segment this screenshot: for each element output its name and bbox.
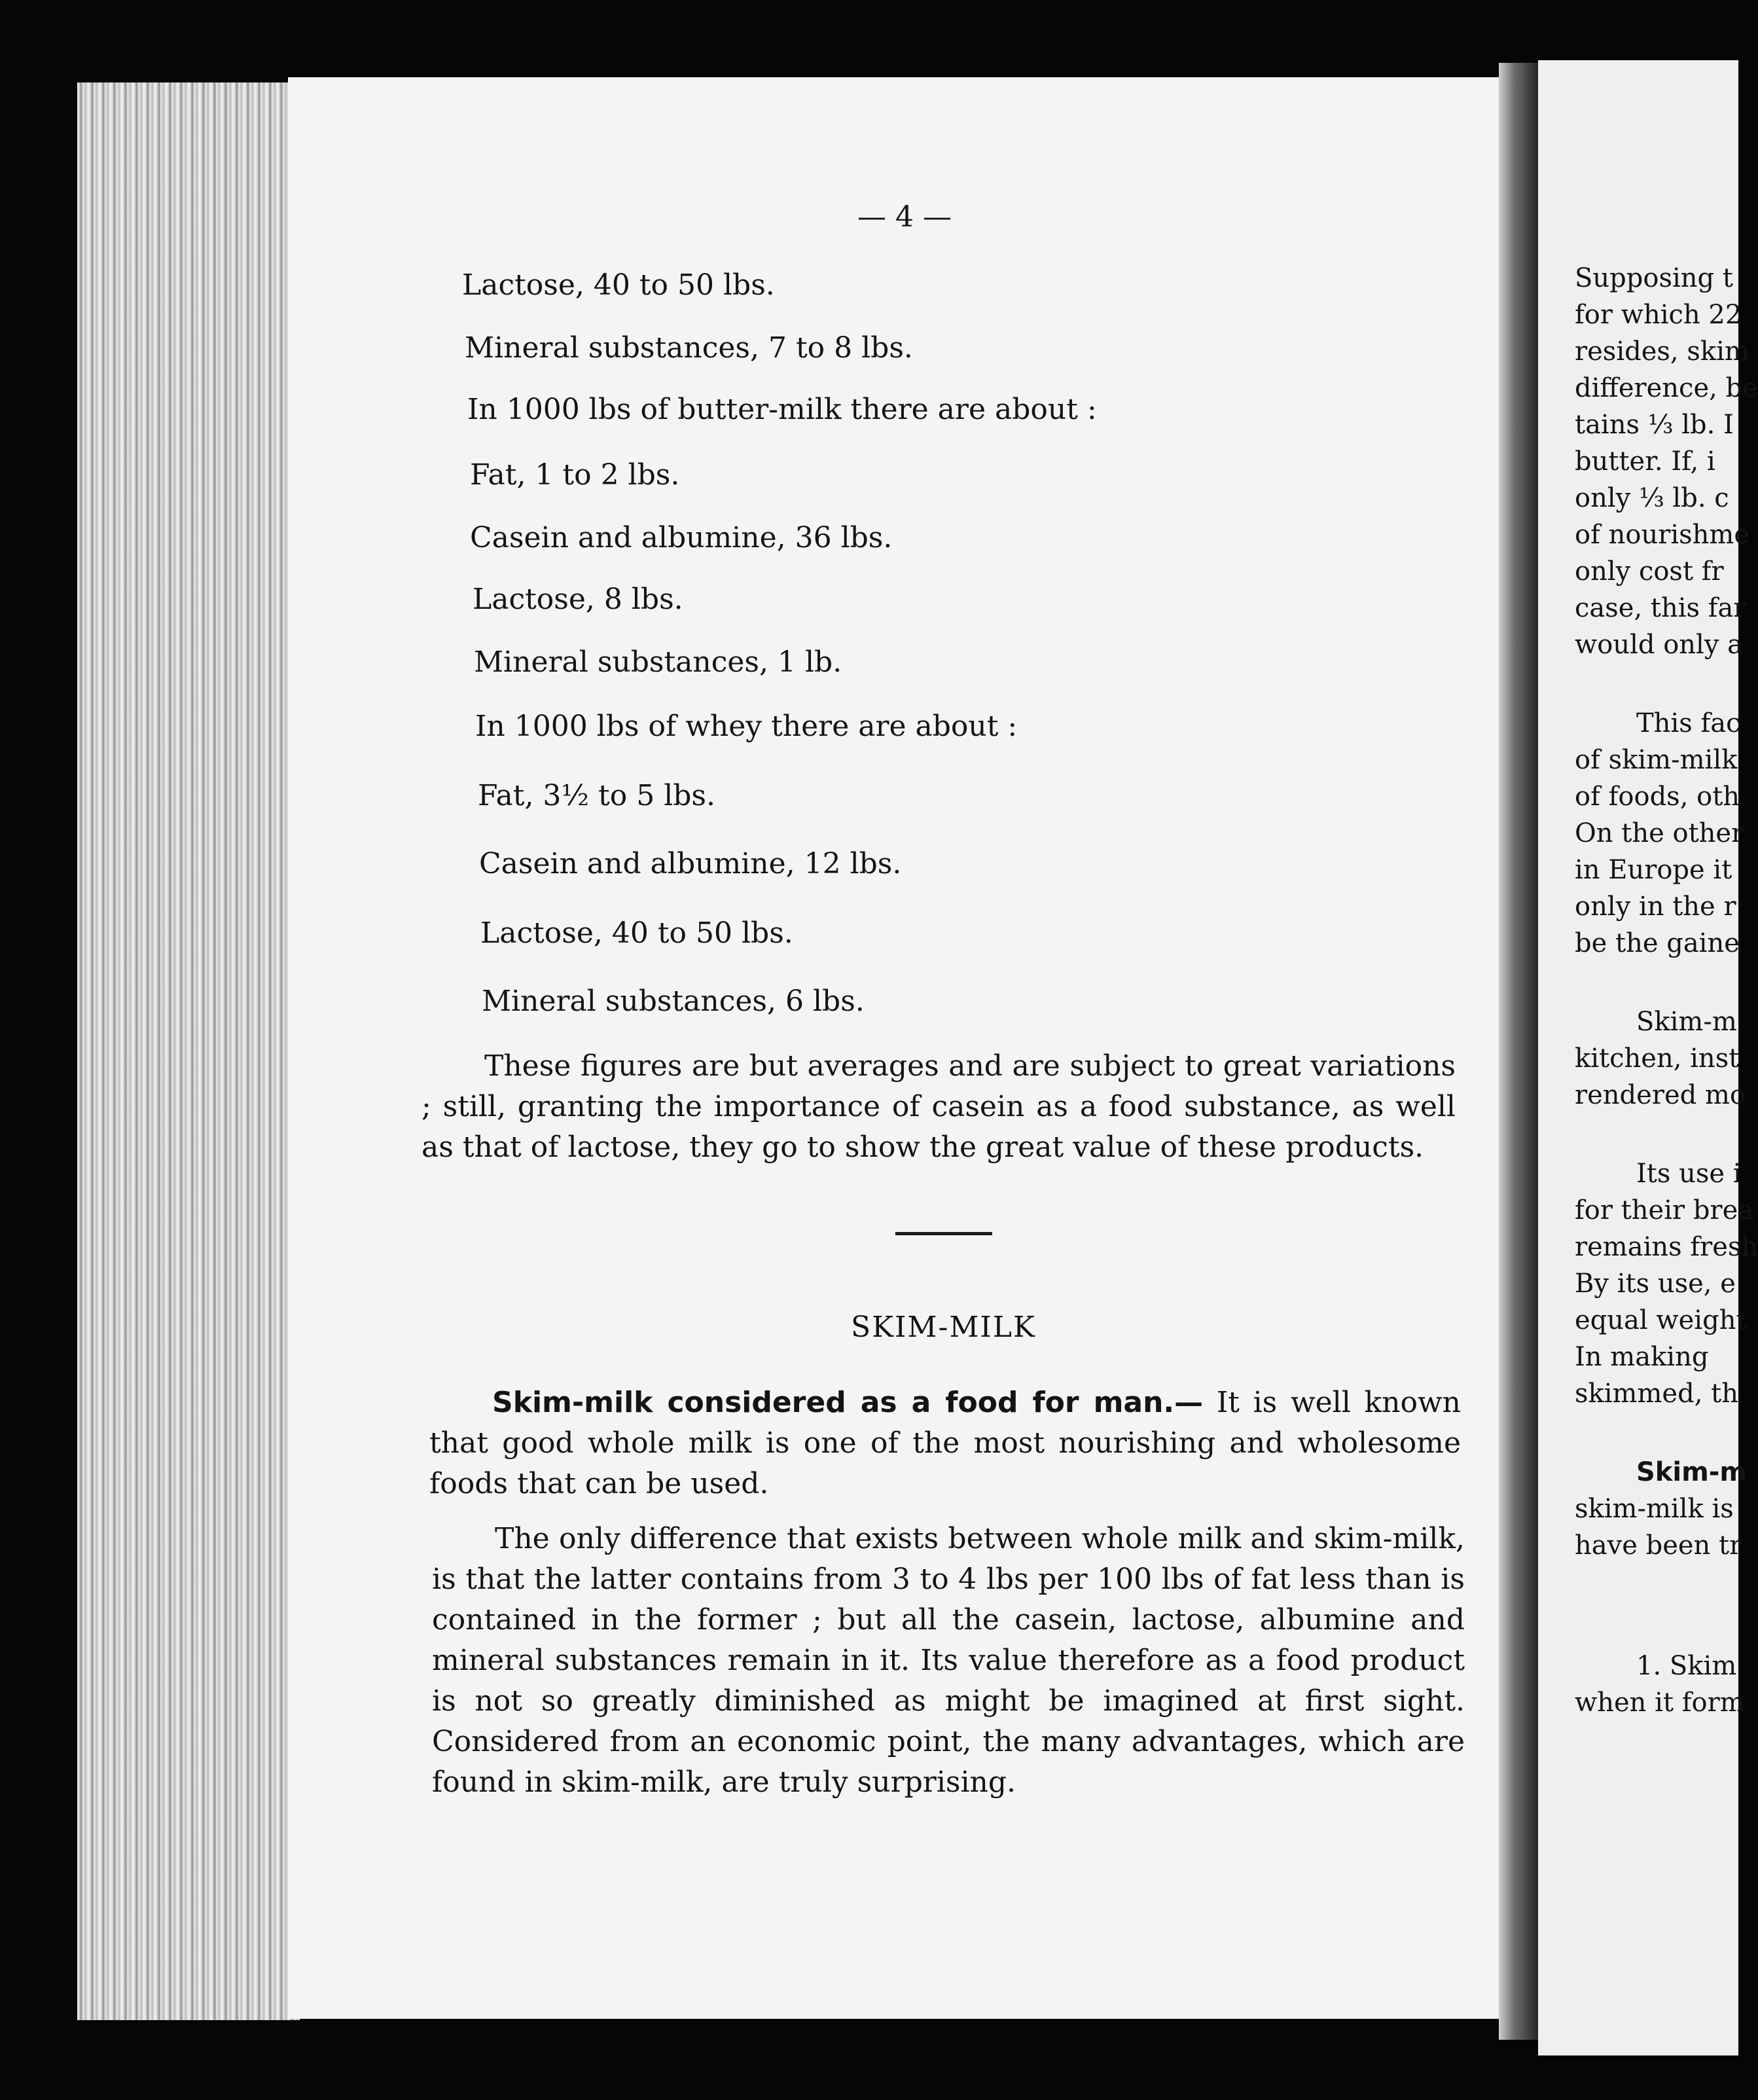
list-line: Lactose, 8 lbs. [473, 583, 683, 616]
right-page-line: resides, skim [1575, 336, 1749, 367]
list-line: Casein and albumine, 36 lbs. [470, 521, 893, 554]
right-page-line: butter. If, i [1575, 446, 1715, 477]
list-line: Lactose, 40 to 50 lbs. [462, 268, 775, 302]
book-gutter [1499, 63, 1542, 2040]
right-page-line: be the gaine [1575, 928, 1740, 958]
right-page-line: only in the r [1575, 892, 1736, 922]
right-page-line: kitchen, inst [1575, 1043, 1740, 1074]
right-page-line: Skim-m [1636, 1457, 1748, 1487]
right-page-line: only ⅓ lb. c [1575, 483, 1729, 513]
subsection-text: It is well known that good whole milk is one of the most nourishing and wholesome foods that can be used. [429, 1386, 1461, 1500]
right-page-line: skimmed, th [1575, 1379, 1738, 1409]
right-page-line: On the other [1575, 818, 1744, 848]
list-line: Casein and albumine, 12 lbs. [479, 847, 902, 880]
right-page-line: only cost fr [1575, 556, 1724, 587]
right-page-line: for which 22 [1575, 300, 1742, 330]
list-line: Mineral substances, 7 to 8 lbs. [465, 331, 913, 365]
page-stack-edges [77, 82, 300, 2020]
list-line: Fat, 3½ to 5 lbs. [478, 779, 715, 812]
right-page-line: when it form [1575, 1688, 1745, 1718]
page-number: — 4 — [857, 200, 952, 234]
right-page-line: for their brea [1575, 1195, 1754, 1225]
right-page-line: By its use, e [1575, 1269, 1736, 1299]
right-page-line: difference, be [1575, 373, 1758, 403]
section-heading: SKIM-MILK [851, 1311, 1036, 1344]
right-page [1538, 60, 1758, 2055]
right-page-line: This fac [1636, 708, 1741, 738]
right-page-line: case, this far [1575, 593, 1746, 623]
list-line: Mineral substances, 6 lbs. [482, 985, 865, 1018]
right-page-line: equal weight [1575, 1305, 1747, 1335]
list-line: Mineral substances, 1 lb. [474, 645, 842, 679]
right-page-line: Its use i [1636, 1159, 1742, 1189]
right-page-line: in Europe it [1575, 855, 1732, 885]
list-line: In 1000 lbs of whey there are about : [475, 710, 1018, 743]
right-page-line: Skim-m [1636, 1007, 1737, 1037]
right-page-line: In making [1575, 1342, 1709, 1372]
list-line: In 1000 lbs of butter-milk there are about : [467, 393, 1097, 426]
body-paragraph: The only difference that exists between whole milk and skim-milk, is that the latter contains from 3 to 4 lbs per 100 lbs of fat less than is contained in the former ; but all the casein, lactose, albumine and mineral substances remain in it. Its value therefore as a food product is not so greatly diminished as might be imagined at first sight. Considered from an economic point, the many advantages, which are found in skim-milk, are truly surprising. [432, 1522, 1465, 1799]
right-page-line: of nourishme [1575, 520, 1750, 550]
right-page-line: remains fresh [1575, 1232, 1758, 1262]
right-page-line: skim-milk is [1575, 1494, 1734, 1524]
right-page-line: would only a [1575, 630, 1743, 660]
right-page-line: 1. Skim [1636, 1651, 1737, 1681]
subsection-heading: Skim-milk considered as a food for man.— [492, 1386, 1204, 1419]
summary-paragraph: These figures are but averages and are subject to great variations ; still, granting the importance of casein as a food substance, as well as that of lactose, they go to show the great value of these products. [422, 1049, 1456, 1164]
right-page-line: have been tr [1575, 1530, 1742, 1561]
right-page-line: of skim-milk [1575, 745, 1738, 775]
subsection-paragraph [429, 1383, 1461, 1504]
list-line: Fat, 1 to 2 lbs. [470, 458, 680, 492]
section-divider [895, 1232, 992, 1235]
list-line: Lactose, 40 to 50 lbs. [480, 916, 793, 950]
right-page-line: rendered mo [1575, 1080, 1746, 1110]
right-page-line: tains ⅓ lb. I [1575, 410, 1734, 440]
right-page-line: Supposing t [1575, 263, 1733, 293]
right-page-line: of foods, oth [1575, 782, 1740, 812]
